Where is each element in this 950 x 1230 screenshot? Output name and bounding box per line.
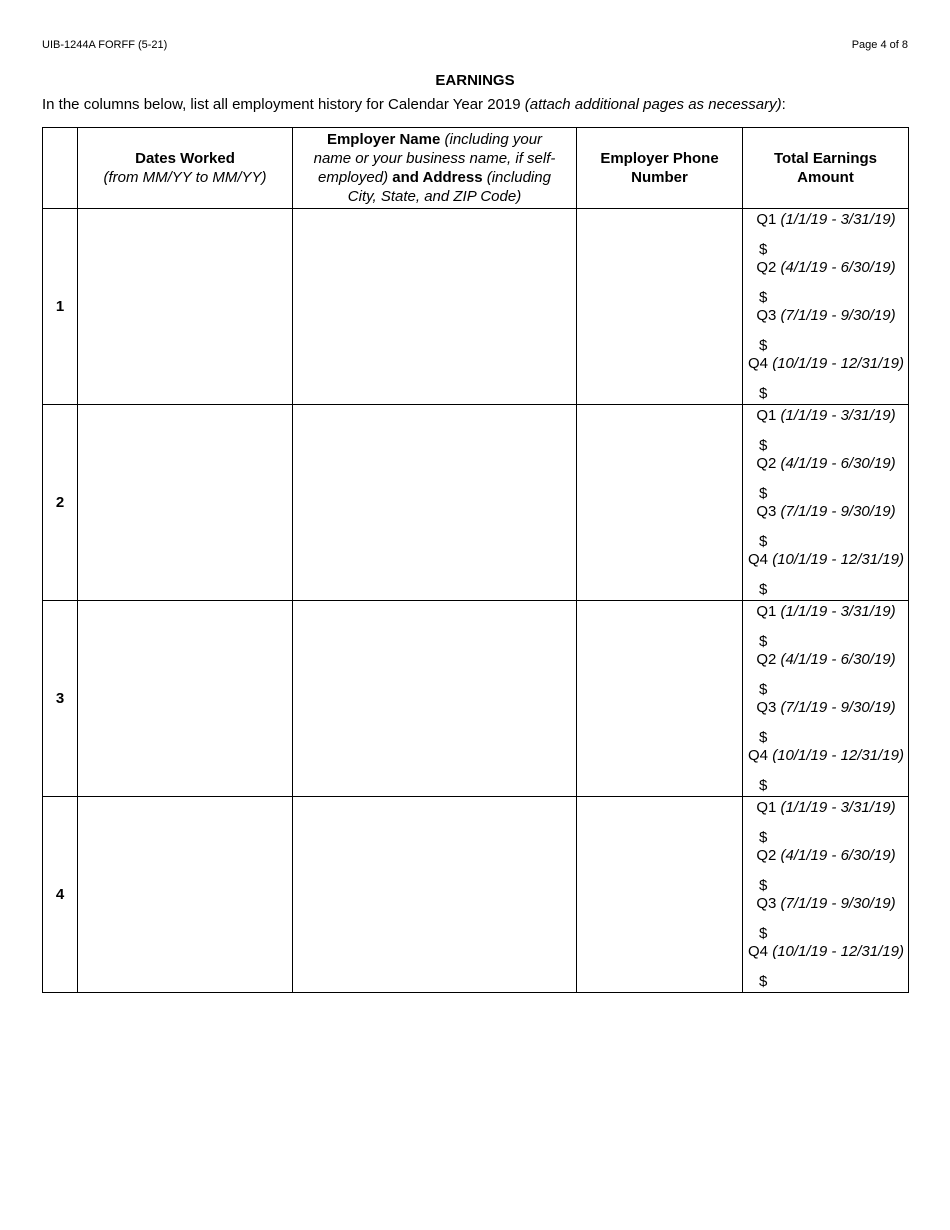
employer-phone-field[interactable] — [577, 601, 743, 797]
quarter-label: Q4 (10/1/19 - 12/31/19) — [748, 551, 904, 568]
quarter-label: Q2 (4/1/19 - 6/30/19) — [756, 455, 896, 472]
earnings-amount-field[interactable]: $ — [759, 633, 768, 650]
header-total-earnings: Total Earnings Amount — [743, 128, 909, 209]
employer-phone-field[interactable] — [577, 405, 743, 601]
table-header-row — [43, 128, 909, 209]
row-number: 3 — [43, 601, 78, 797]
quarter-label: Q2 (4/1/19 - 6/30/19) — [756, 259, 896, 276]
total-earnings-cell — [743, 209, 909, 405]
header-row-number — [43, 128, 78, 209]
employer-name-address-field[interactable] — [293, 797, 577, 993]
earnings-amount-field[interactable]: $ — [759, 925, 768, 942]
quarter-label: Q3 (7/1/19 - 9/30/19) — [756, 307, 896, 324]
earnings-amount-field[interactable]: $ — [759, 485, 768, 502]
employer-name-address-field[interactable] — [293, 601, 577, 797]
earnings-amount-field[interactable]: $ — [759, 973, 768, 990]
quarter-label: Q2 (4/1/19 - 6/30/19) — [756, 847, 896, 864]
row-number: 4 — [43, 797, 78, 993]
earnings-amount-field[interactable]: $ — [759, 877, 768, 894]
table-row — [43, 405, 909, 601]
row-number: 1 — [43, 209, 78, 405]
quarter-label: Q1 (1/1/19 - 3/31/19) — [756, 211, 896, 228]
earnings-table — [42, 127, 909, 993]
employer-name-address-field[interactable] — [293, 209, 577, 405]
dates-worked-field[interactable] — [78, 405, 293, 601]
header-employer-phone: Employer Phone Number — [577, 128, 743, 209]
table-row — [43, 601, 909, 797]
earnings-amount-field[interactable]: $ — [759, 729, 768, 746]
quarter-label: Q3 (7/1/19 - 9/30/19) — [756, 503, 896, 520]
earnings-amount-field[interactable]: $ — [759, 289, 768, 306]
quarter-label: Q1 (1/1/19 - 3/31/19) — [756, 603, 896, 620]
header-dates-worked: Dates Worked (from MM/YY to MM/YY) — [78, 128, 293, 209]
page-title: EARNINGS — [435, 72, 515, 89]
table-row — [43, 797, 909, 993]
employer-phone-field[interactable] — [577, 209, 743, 405]
quarter-label: Q3 (7/1/19 - 9/30/19) — [756, 895, 896, 912]
total-earnings-cell — [743, 797, 909, 993]
earnings-amount-field[interactable]: $ — [759, 241, 768, 258]
employer-phone-field[interactable] — [577, 797, 743, 993]
total-earnings-cell — [743, 405, 909, 601]
earnings-amount-field[interactable]: $ — [759, 777, 768, 794]
quarter-label: Q4 (10/1/19 - 12/31/19) — [748, 943, 904, 960]
employer-name-address-field[interactable] — [293, 405, 577, 601]
total-earnings-cell — [743, 601, 909, 797]
earnings-amount-field[interactable]: $ — [759, 437, 768, 454]
dates-worked-field[interactable] — [78, 797, 293, 993]
quarter-label: Q1 (1/1/19 - 3/31/19) — [756, 799, 896, 816]
instructions: In the columns below, list all employment history for Calendar Year 2019 (attach additional pages as necessary): — [42, 96, 786, 113]
header-employer-name-address: Employer Name (including your name or your business name, if self-employed) and Address (including City, State, and ZIP Code) — [293, 128, 577, 209]
table-row — [43, 209, 909, 405]
quarter-label: Q2 (4/1/19 - 6/30/19) — [756, 651, 896, 668]
earnings-amount-field[interactable]: $ — [759, 385, 768, 402]
dates-worked-field[interactable] — [78, 601, 293, 797]
quarter-label: Q4 (10/1/19 - 12/31/19) — [748, 355, 904, 372]
quarter-label: Q1 (1/1/19 - 3/31/19) — [756, 407, 896, 424]
quarter-label: Q3 (7/1/19 - 9/30/19) — [756, 699, 896, 716]
form-id: UIB-1244A FORFF (5-21) — [42, 39, 168, 51]
earnings-amount-field[interactable]: $ — [759, 337, 768, 354]
row-number: 2 — [43, 405, 78, 601]
earnings-amount-field[interactable]: $ — [759, 681, 768, 698]
dates-worked-field[interactable] — [78, 209, 293, 405]
quarter-label: Q4 (10/1/19 - 12/31/19) — [748, 747, 904, 764]
earnings-amount-field[interactable]: $ — [759, 533, 768, 550]
page-number: Page 4 of 8 — [851, 39, 908, 51]
earnings-amount-field[interactable]: $ — [759, 581, 768, 598]
earnings-amount-field[interactable]: $ — [759, 829, 768, 846]
